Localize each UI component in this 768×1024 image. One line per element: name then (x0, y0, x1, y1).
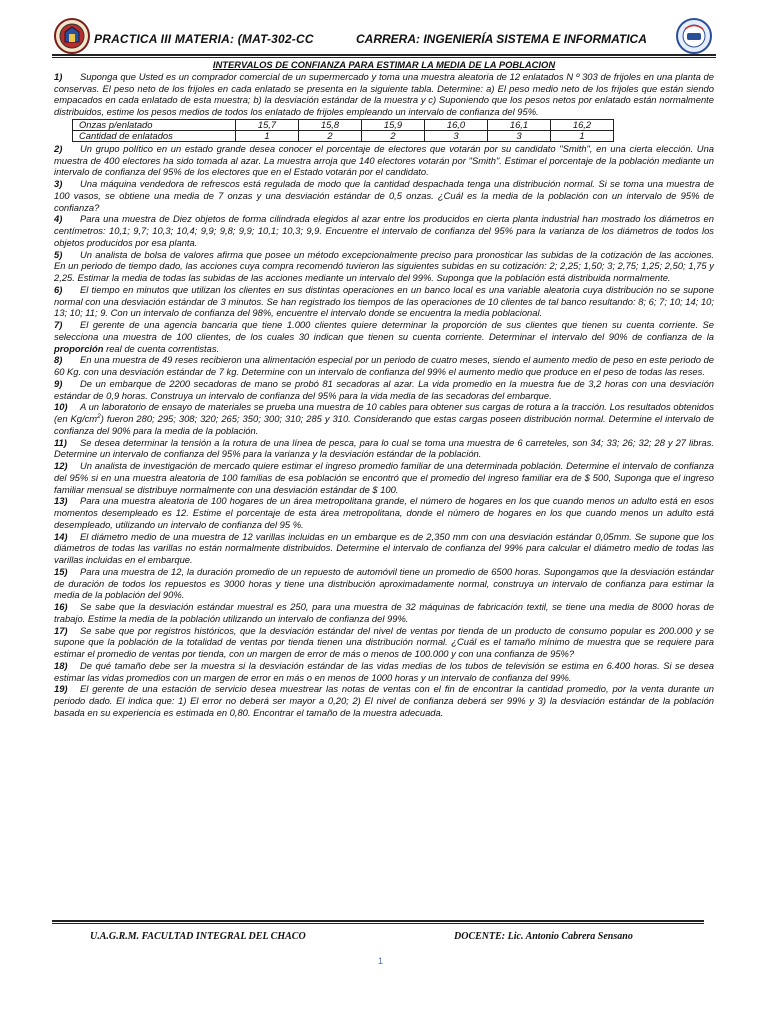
problem-1 (54, 71, 714, 118)
table-cell: 16,1 (488, 119, 551, 130)
problem-number: 3) (54, 178, 63, 189)
page-number: 1 (378, 956, 384, 966)
table-cell: Cantidad de enlatados (73, 130, 236, 141)
table-row (73, 130, 614, 141)
problem-4 (54, 213, 714, 248)
problem-number: 10) (54, 401, 68, 413)
practice-title: PRACTICA III MATERIA: (MAT-302-CC (94, 32, 314, 46)
problem-text: Para una muestra de 12, la duración promedio de un repuesto de automóvil tiene un promedio de 6500 horas. Supongamos que la desviación estándar de duración de todos los repuestos es 3000 horas y tiene una distribución aproximadamente normal, construya un intervalo de confianza para estimar la media de la población del 90%. (54, 565, 714, 601)
table-row (73, 119, 614, 130)
problem-number: 11) (54, 436, 67, 448)
table-cell: Onzas p/enlatado (73, 119, 236, 130)
problem-11 (54, 437, 714, 461)
problem-text: En una muestra de 49 reses recibieron una alimentación especial por un periodo de cuatro meses, siendo el aumento medio de peso en este periodo de 60 Kg. con una desviación estándar de 7 kg. Determine con un intervalo de confianza del 99% el aumento medio que produce en el peso de todas las reses. (54, 354, 714, 377)
problem-text: Se sabe que por registros históricos, que la desviación estándar del nivel de ventas por tienda de un producto de consumo popular es 200.000 y se supone que la población de la totalidad de ventas por tienda tienen una distribución normal. ¿Cuál es el tamaño mínimo de muestra que se requiere para estimar el promedio de ventas por tienda, con un margen de error de más o menos de 100.000 y con una confianza de 95%? (54, 624, 714, 659)
problem-text: ) fueron 280; 295; 308; 320; 265; 350; 300; 310; 285 y 310. Considerando que estas cargas poseen distribución normal. Determine el intervalo de confianza del 90% para la media de la población. (54, 413, 714, 436)
problem-6 (54, 284, 714, 319)
problem-number: 6) (54, 283, 63, 295)
problem-13 (54, 495, 714, 530)
problem-number: 9) (54, 377, 63, 389)
problem-17 (54, 625, 714, 660)
problem-text: Un analista de investigación de mercado quiere estimar el ingreso promedio familiar de una determinada población. Determine el intervalo de confianza del 95% si en una muestra aleatoria de 100 familias de esa población se encontró que el promedio del ingreso familiar era de $ 500, Suponga que el ingreso familiar mensual se distribuye normalmente con una desviación estándar de $ 100. (54, 460, 714, 495)
problem-number: 1) (54, 70, 63, 82)
table-cell: 2 (299, 130, 362, 141)
table-cell: 16,2 (551, 119, 614, 130)
problem-12 (54, 460, 714, 495)
problem-text: Se sabe que la desviación estándar muestral es 250, para una muestra de 32 máquinas de fabricación textil, se tiene una media de 8000 horas de trabajo. Estime la media de la población utilizando un intervalo de confianza del 99%. (54, 601, 714, 624)
problem-text: Se desea determinar la tensión a la rotura de una línea de pesca, para lo cual se toma una muestra de 6 carreteles, son 34; 33; 26; 32; 28 y 27 libras. Determine un intervalo de confianza del 95% para la varianza y la desviación estándar de la población. (54, 436, 714, 460)
footer-teacher: DOCENTE: Lic. Antonio Cabrera Sensano (454, 931, 633, 942)
problem-number: 18) (54, 659, 68, 671)
problem-text-bold: proporción (54, 342, 104, 354)
problem-number: 16) (54, 601, 68, 612)
problem-text: Un analista de bolsa de valores afirma que posee un método excepcionalmente preciso para pronosticar las subidas de la cotización de las acciones. En un periodo de tiempo dado, las acciones cuya compra recomendó tuvieron las siguientes subidas en su cotización: 2; 2,25; 1,50; 3; 2,75; 1,25; 2,50; 1,75 y 2,25. Estimar la media de todas las subidas de las acciones mediante un intervalo del 99%. Suponga que la población está distribuida normalmente. (54, 248, 714, 283)
problem-text: Suponga que Usted es un comprador comercial de un supermercado y toma una muestra aleatoria de 12 enlatados N º 303 de frijoles en una planta de conservas. El peso neto de los frijoles en cada enlatado se presenta en la siguiente tabla. Determine: a) El peso medio neto de los frijoles que están siendo empacados en cada enlatado de esta muestra; b) la desviación estándar de la muestra y c) Suponiendo que los pesos netos por enlatado están normalmente distribuidos, estime los pesos medios de todos los enlatado de frijoles empleando un intervalo de confianza del 95%. (54, 70, 714, 117)
problem-text: Para una muestra aleatoria de 100 hogares de un área metropolitana grande, el número de hogares en los que cuando menos un adulto está en esos momentos desempleado es 12. Estime el porcentaje de esta área metropolitana, donde el número de hogares en los que cuando menos un adulto está desempleado, utilizando un intervalo de confianza del 95 %. (54, 495, 714, 530)
problem-text: El gerente de una estación de servicio desea muestrear las notas de ventas con el fin de encontrar la cantidad promedio, por la venta durante un periodo dado. El indica que: 1) El error no deberá ser mayor a 0,20; 2) El nivel de confianza deberá ser 99% y 3) la desviación estándar de la población basada en su experiencia es estimada en 0,80. Encontrar el tamaño de la muestra adecuada. (54, 683, 714, 718)
problem-16 (54, 601, 714, 625)
problem-number: 7) (54, 319, 63, 330)
problem-number: 13) (54, 495, 68, 507)
problem-text: Para una muestra de Diez objetos de forma cilindrada elegidos al azar entre los producidos en cierta planta industrial han mostrado los diámetros en centímetros: 10,1; 9,7; 10,3; 10,4; 9,9; 9,8; 9,9; 10,1; 10,3; 9,9. Encuentre el intervalo de confianza del 95% para la varianza de los diámetros de todos los objetos producidos por esa planta. (54, 213, 714, 248)
problem-text: De qué tamaño debe ser la muestra si la desviación estándar de las vidas medias de los tubos de televisión se estima en 6.400 horas. Si se desea estimar las vidas promedios con un margen de error en más o en menos de 1000 horas y un intervalo de confianza del 99%. (54, 659, 714, 683)
problem-8 (54, 354, 714, 378)
problem-5 (54, 249, 714, 284)
problem-19 (54, 683, 714, 718)
problem-number: 19) (54, 683, 68, 695)
problem-text: A un laboratorio de ensayo de materiales se prueba una muestra de 10 cables para obtener sus cargas de rotura a la tracción. Los resultados obtenidos (en Kg/cm (54, 401, 714, 424)
problem-number: 15) (54, 565, 68, 577)
problem-number: 4) (54, 213, 63, 225)
table-cell: 15,9 (362, 119, 425, 130)
table-cell: 2 (362, 130, 425, 141)
faculty-seal-icon (676, 18, 712, 54)
problem-9 (54, 378, 714, 402)
table-cell: 3 (488, 130, 551, 141)
problem-3 (54, 178, 714, 213)
problem-text: El gerente de una agencia bancaria que tiene 1.000 clientes quiere determinar la proporción de sus clientes que tienen su cuenta corriente. Se selecciona una muestra de 100 clientes, de los cuales 30 indican que tienen su cuenta corriente. Determinar el intervalo del 90% de confianza de la (54, 319, 714, 342)
table-cell: 1 (551, 130, 614, 141)
header-rule (52, 54, 716, 56)
problem-number: 12) (54, 460, 68, 471)
problem-text: El diámetro medio de una muestra de 12 varillas incluidas en un embarque es de 2,350 mm con una desviación estándar 0,05mm. Se supone que los diámetros de todas las varillas no están normalmente distribuidos. Determine el intervalo de confianza del 99% para calcular el diámetro medio de todas las varillas incluidas en el embarque. (54, 530, 714, 565)
problem-14 (54, 531, 714, 566)
footer-rule (52, 920, 704, 922)
superscript: 2 (97, 412, 101, 420)
problem-2 (54, 143, 714, 178)
weights-table (72, 119, 614, 142)
problem-text: Una máquina vendedora de refrescos está regulada de modo que la cantidad despachada tenga una distribución normal. Si se toma una muestra de 100 vasos, se obtiene una media de 7 onzas y una desviación estándar de 0,5 onzas. ¿Cuál es la media de la población con un intervalo de 95% de confianza? (54, 178, 714, 213)
table-cell: 3 (425, 130, 488, 141)
table-cell: 15,8 (299, 119, 362, 130)
document-title: INTERVALOS DE CONFIANZA PARA ESTIMAR LA MEDIA DE LA POBLACION (212, 59, 556, 70)
problem-text: De un embarque de 2200 secadoras de mano se probó 81 secadoras al azar. La vida promedio en la muestra fue de 3,2 horas con una desviación estándar de 0,9 horas. Construya un intervalo de confianza del 95% para la vida media de las secadoras del embarque. (54, 377, 714, 401)
problem-text: real de cuenta correntistas. (103, 342, 220, 354)
problem-number: 14) (54, 530, 68, 542)
career-label: CARRERA: INGENIERÍA SISTEMA E INFORMATICA (356, 32, 647, 46)
table-cell: 16,0 (425, 119, 488, 130)
table-cell: 15,7 (236, 119, 299, 130)
footer-rule-thin (52, 923, 704, 924)
problem-number: 5) (54, 248, 63, 260)
document-body (54, 59, 714, 719)
problem-7 (54, 319, 714, 354)
problem-10 (54, 401, 714, 436)
footer-faculty: U.A.G.R.M. FACULTAD INTEGRAL DEL CHACO (90, 931, 306, 942)
university-crest-icon (54, 18, 90, 54)
problem-text: El tiempo en minutos que utilizan los clientes en sus distintas operaciones en un banco local es una variable aleatoria cuya distribución no se supone normal con una desviación estándar de 3 minutos. Se han registrado los tiempos de las operaciones de 10 clientes de tal banco resultando: 8; 6; 7; 10; 14; 10; 13; 10; 11; 9. Con un intervalo de confianza del 98%, encuentre el intervalo donde se encuentra la media poblacional. (54, 283, 714, 319)
table-cell: 1 (236, 130, 299, 141)
problem-number: 8) (54, 354, 63, 366)
header-rule-thin (52, 57, 716, 58)
problem-number: 2) (54, 142, 63, 154)
problem-18 (54, 660, 714, 684)
problem-15 (54, 566, 714, 601)
problem-text: Un grupo político en un estado grande desea conocer el porcentaje de electores que votarán por su candidato "Smith", en una cierta elección. Una muestra de 400 electores ha sido tomada al azar. La muestra arroja que 140 electores votarán por "Smith". Estimar el porcentaje de la población mediante un intervalo de confianza del 95% de los electores que en el Estado votarán por el candidato. (54, 142, 714, 178)
problem-number: 17) (54, 624, 68, 636)
